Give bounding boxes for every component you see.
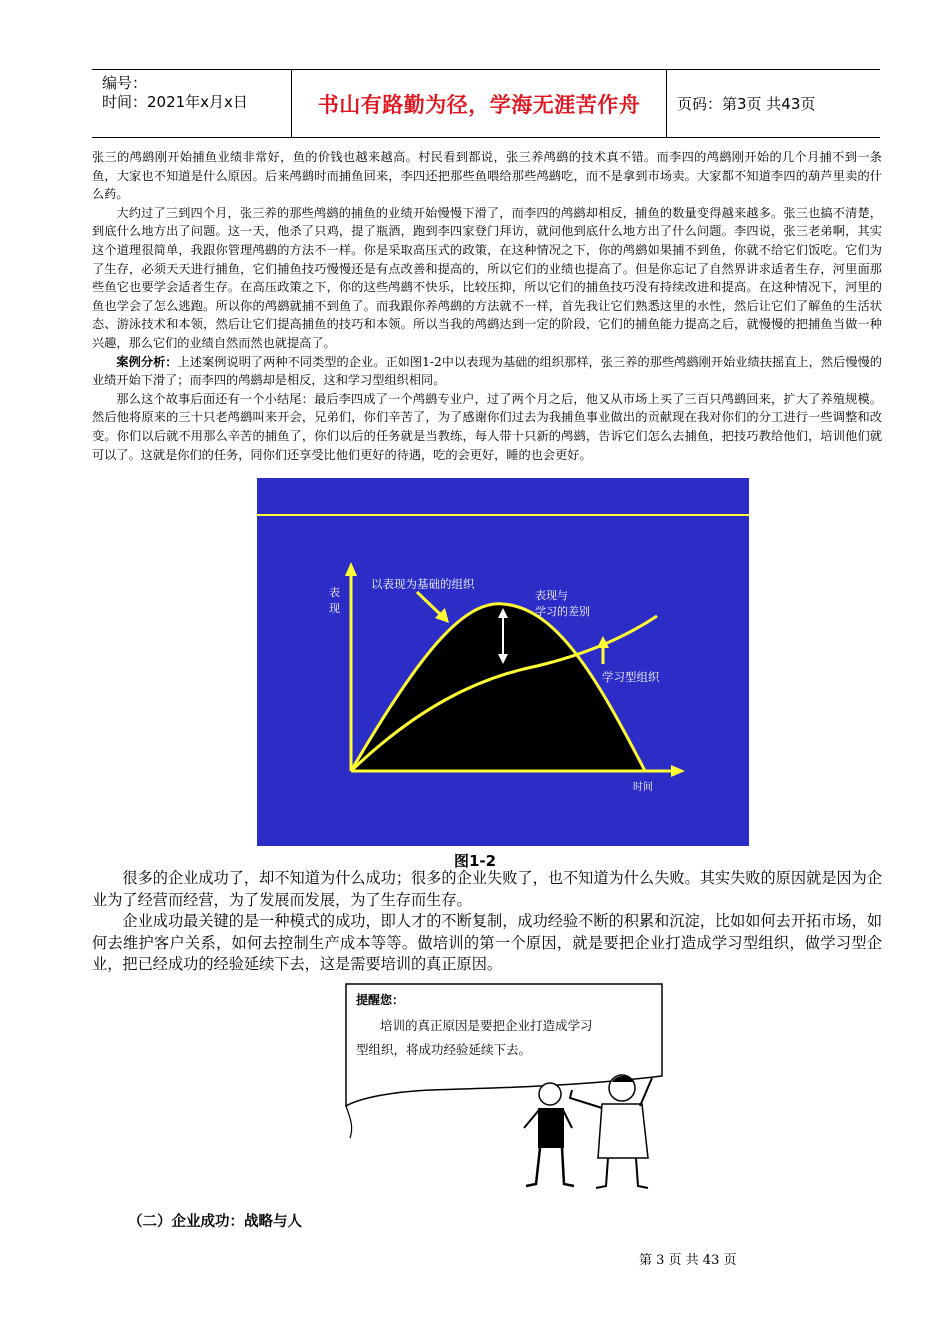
x-axis-label: 时间 — [633, 782, 653, 793]
time-label: 时间：2021年x月x日 — [102, 93, 248, 111]
gap-label-line2: 学习的差别 — [535, 605, 590, 618]
page-footer: 第 3 页 共 43 页 — [639, 1253, 737, 1268]
header-motto: 书山有路勤为径，学海无涯苦作舟 — [292, 70, 667, 137]
body-paragraph-1: 很多的企业成功了，却不知道为什么成功；很多的企业失败了，也不知道为什么失败。其实失败的原因就是因为企业为了经营而经营，为了发展而发展，为了生存而生存。 — [92, 869, 882, 909]
story-paragraph-1: 张三的鸬鹚刚开始捕鱼业绩非常好，鱼的价钱也越来越高。村民看到都说，张三养鸬鹚的技术真不错。而李四的鸬鹚刚开始的几个月捕不到一条鱼，大家也不知道是什么原因。后来鸬鹚时而捕鱼回来，李四还把那些鱼喂给那些鸬鹚吃，而不是拿到市场卖。大家都不知道李四的葫芦里卖的什么药。 — [92, 150, 882, 202]
story-conclusion: 那么这个故事后面还有一个小结尾：最后李四成了一个鸬鹚专业户，过了两个月之后，他又从市场上买了三百只鸬鹚回来，扩大了养殖规模。然后他将原来的三十只老鸬鹚叫来开会，兄弟们，你们辛苦了，为了感谢你们过去为我捕鱼事业做出的贡献现在我对你们的分工进行一些调整和改变。你们以后就不用那么辛苦的捕鱼了，你们以后的任务就是当教练，每人带十只新的鸬鹚，告诉它们怎么去捕鱼，把技巧教给他们，培训他们就可以了。这就是你们的任务，同你们还享受比他们更好的待遇，吃的会更好，睡的也会更好。 — [92, 391, 882, 462]
page-header — [92, 69, 880, 138]
presenter-figure — [570, 1075, 652, 1188]
analysis-text: 上述案例说明了两种不同类型的企业。正如图1-2中以表现为基础的组织那样，张三养的那些鸬鹚刚开始业绩扶摇直上，然后慢慢的业绩开始下滑了；而李四的鸬鹚却是相反，这和学习型组织相同。 — [92, 354, 882, 388]
y-axis-arrow — [345, 562, 357, 576]
analysis-paragraph — [92, 353, 882, 390]
y-axis-label-2: 现 — [329, 602, 340, 615]
curve-area — [351, 604, 645, 771]
body-paragraph-2: 企业成功最关键的是一种模式的成功，即人才的不断复制，成功经验不断的积累和沉淀，比如如何去开拓市场，如何去维护客户关系，如何去控制生产成本等等。做培训的第一个原因，就是要把企业打造成学习型组织，做学习型企业，把已经成功的经验延续下去，这是需要培训的真正原因。 — [92, 912, 882, 973]
story-text — [92, 148, 882, 464]
learning-curve-diagram — [257, 478, 749, 846]
reminder-cartoon — [340, 978, 670, 1196]
y-axis-label-1: 表 — [329, 586, 340, 599]
reminder-illustration — [340, 978, 670, 1196]
header-page-label: 页码：第3页 共43页 — [677, 95, 816, 113]
x-axis-arrow — [671, 765, 685, 777]
story-paragraph-2: 大约过了三到四个月，张三养的那些鸬鹚的捕鱼的业绩开始慢慢下滑了，而李四的鸬鹚却相反，捕鱼的数量变得越来越多。张三也搞不清楚，到底什么地方出了问题。这一天，他杀了只鸡，提了瓶酒，跑到李四家登门拜访，就问他到底什么地方出了什么问题。李四说，张三老弟啊，其实这个道理很简单，我跟你管理鸬鹚的方法不一样。你是采取高压式的政策，在这种情况之下，你的鸬鹚如果捕不到鱼，你就不给它们饭吃。它们为了生存，必须天天进行捕鱼，它们捕鱼技巧慢慢还是有点改善和提高的，所以它们的业绩也提高了。但是你忘记了自然界讲求适者生存，河里面那些鱼它也要学会适者生存。在高压政策之下，你的这些鸬鹚不快乐，比较压抑，所以它们的捕鱼技巧没有持续改进和提高。在这种情况下，河里的鱼也学会了怎么逃跑。所以你的鸬鹚就捕不到鱼了。而我跟你养鸬鹚的方法就不一样，首先我让它们熟悉这里的水性，然后让它们了解鱼的生活状态、游泳技术和本领，然后让它们提高捕鱼的技巧和本领。所以当我的鸬鹚达到一定的阶段，它们的捕鱼能力提高之后，就慢慢的把捕鱼当做一种兴趣，那么它们的业绩自然而然也就提高了。 — [92, 205, 882, 350]
listener-figure — [524, 1083, 574, 1186]
curve1-label: 以表现为基础的组织 — [371, 577, 475, 591]
body-text — [92, 868, 882, 976]
gap-label-line1: 表现与 — [535, 589, 568, 602]
analysis-lead: 案例分析： — [116, 354, 178, 369]
figure-1-2 — [257, 478, 749, 846]
reminder-line-1: 培训的真正原因是要把企业打造成学习 — [380, 1018, 593, 1033]
curve2-label: 学习型组织 — [602, 670, 660, 684]
header-meta — [92, 70, 292, 137]
number-label: 编号： — [102, 74, 148, 92]
section-heading: （二）企业成功：战略与人 — [128, 1214, 302, 1230]
reminder-title: 提醒您： — [356, 993, 405, 1007]
pointer-arrow-1 — [417, 592, 442, 616]
reminder-line-2: 型组织，将成功经验延续下去。 — [356, 1042, 532, 1057]
figure-caption: 图1-2 — [453, 852, 497, 870]
board-curl — [346, 1106, 352, 1138]
